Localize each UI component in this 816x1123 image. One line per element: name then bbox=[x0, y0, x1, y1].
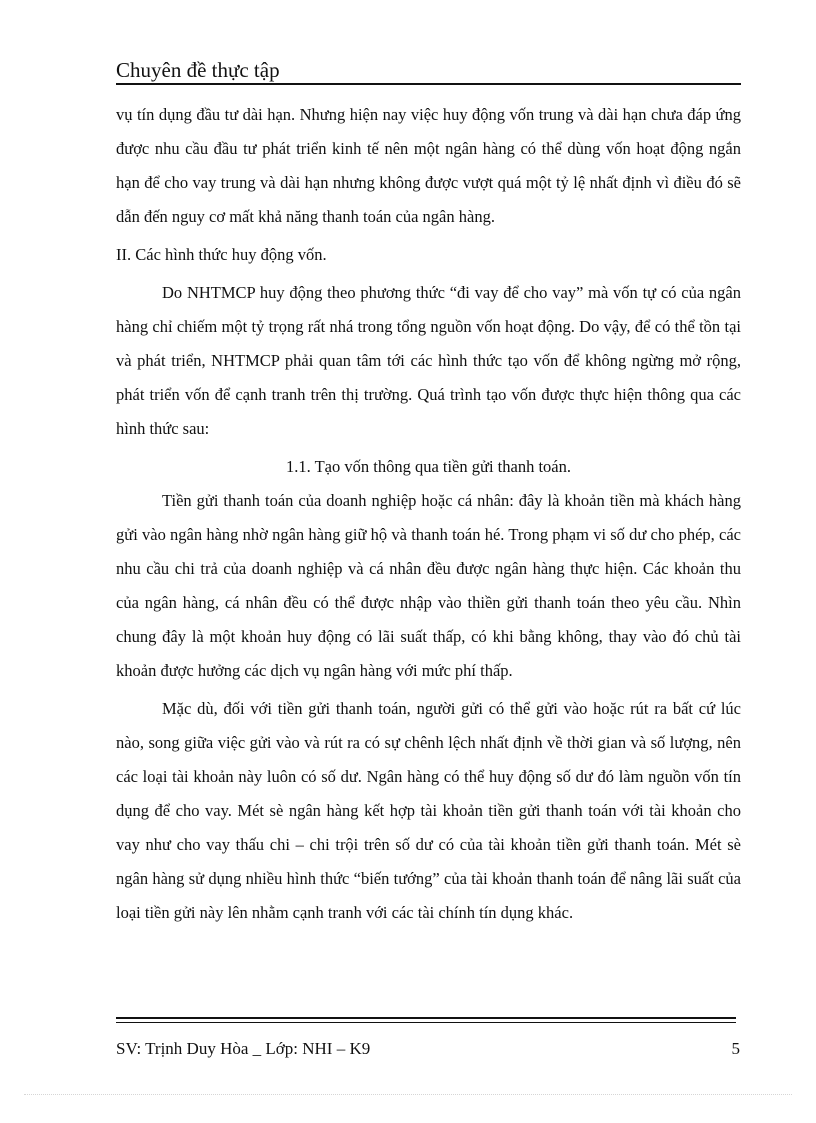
footer-divider-thin bbox=[116, 1022, 736, 1023]
subsection-heading: 1.1. Tạo vốn thông qua tiền gửi thanh toán. bbox=[286, 457, 571, 476]
page-header-title: Chuyên đề thực tập bbox=[116, 58, 280, 82]
paragraph-intro: Do NHTMCP huy động theo phương thức “đi vay để cho vay” mà vốn tự có của ngân hàng chỉ chiếm một tỷ trọng rất nhá trong tổng nguồn vốn hoạt động. Do vậy, để có thể tồn tại và phát triển, NHTMCP phải quan tâm tới các hình thức tạo vốn để không ngừng mở rộng, phát triển vốn để cạnh tranh trên thị trường. Quá trình tạo vốn được thực hiện thông qua các hình thức sau: bbox=[116, 283, 741, 438]
document-body bbox=[116, 98, 741, 930]
paragraph-balance: Mặc dù, đối với tiền gửi thanh toán, người gửi có thể gửi vào hoặc rút ra bất cứ lúc nào, song giữa việc gửi vào và rút ra có sự chênh lệch nhất định về thời gian và số lượng, nên các loại tài khoản này luôn có số dư. Ngân hàng có thể huy động số dư đó làm nguồn vốn tín dụng để cho vay. Mét sè ngân hàng kết hợp tài khoản tiền gửi thanh toán với tài khoản cho vay như cho vay thấu chi – chi trội trên số dư có của tài khoản tiền gửi thanh toán. Mét sè ngân hàng sử dụng nhiều hình thức “biến tướng” của tài khoản thanh toán để nâng lãi suất của loại tiền gửi này lên nhằm cạnh tranh với các tài chính tín dụng khác. bbox=[116, 699, 741, 922]
section-heading: II. Các hình thức huy động vốn. bbox=[116, 245, 327, 264]
page-number: 5 bbox=[731, 1039, 740, 1058]
paragraph-deposit: Tiền gửi thanh toán của doanh nghiệp hoặc cá nhân: đây là khoản tiền mà khách hàng gửi vào ngân hàng nhờ ngân hàng giữ hộ và thanh toán hé. Trong phạm vi số dư cho phép, các nhu cầu chi trả của doanh nghiệp và cá nhân đều được ngân hàng thực hiện. Các khoản thu của ngân hàng, cá nhân đều có thể được nhập vào thiền gửi thanh toán theo yêu cầu. Nhìn chung đây là một khoản huy động có lãi suất thấp, có khi bằng không, thay vào đó chủ tài khoản được hưởng các dịch vụ ngân hàng với mức phí thấp. bbox=[116, 491, 741, 680]
header-divider bbox=[116, 83, 741, 85]
footer-student-info: SV: Trịnh Duy Hòa _ Lớp: NHI – K9 bbox=[116, 1039, 371, 1058]
page-bottom-dotted-line bbox=[24, 1094, 792, 1095]
footer-divider-thick bbox=[116, 1017, 736, 1019]
paragraph-continuation: vụ tín dụng đầu tư dài hạn. Nhưng hiện nay việc huy động vốn trung và dài hạn chưa đáp ứng được nhu cầu đầu tư phát triển kinh tế nên một ngân hàng có thể dùng vốn hoạt động ngắn hạn để cho vay trung và dài hạn nhưng không được vượt quá một tỷ lệ nhất định vì điều đó sẽ dẫn đến nguy cơ mất khả năng thanh toán của ngân hàng. bbox=[116, 105, 741, 226]
